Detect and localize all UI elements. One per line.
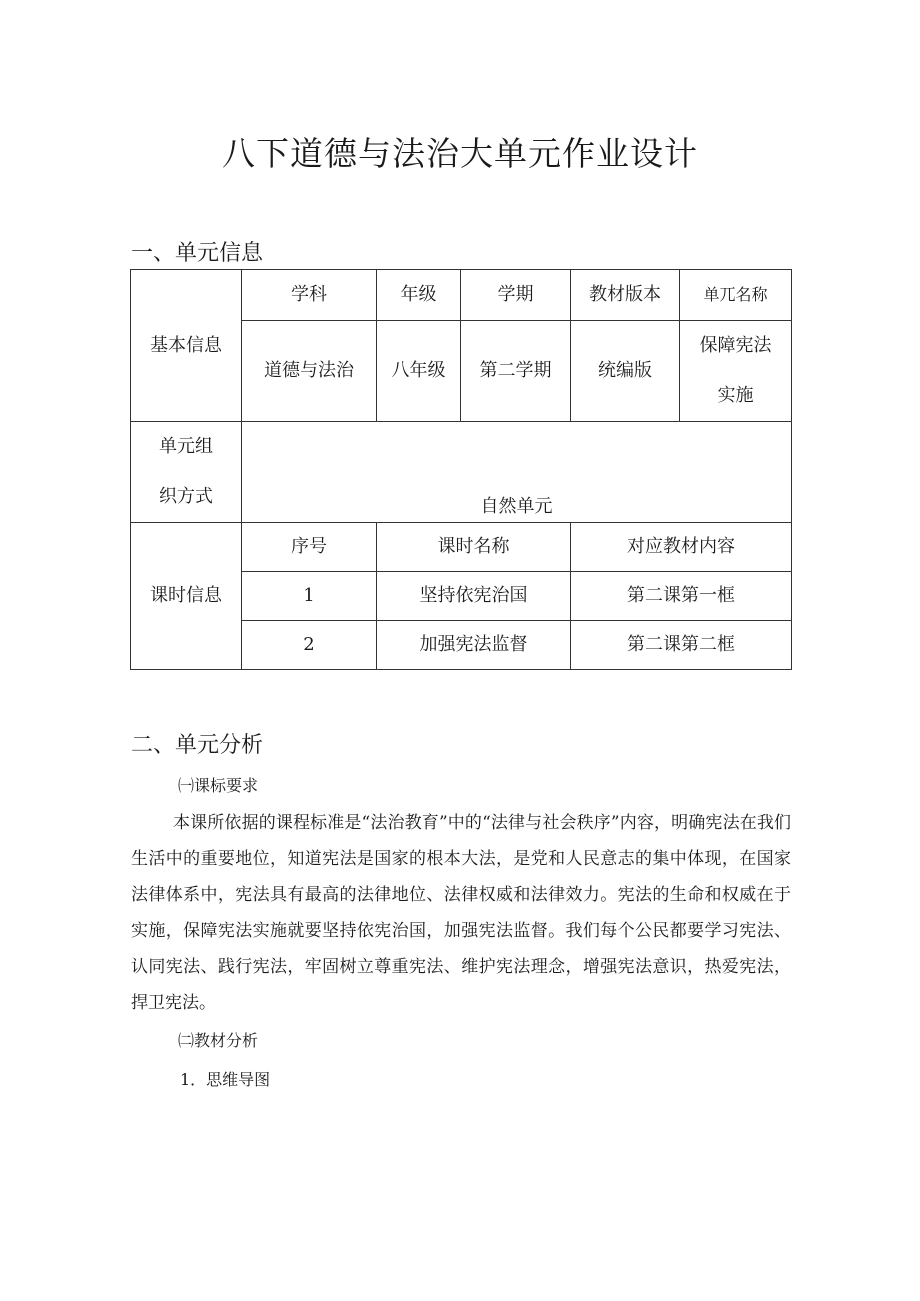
org-label-line1: 单元组 — [159, 436, 213, 457]
header-unit-name: 单兀名称 — [680, 270, 792, 321]
header-lesson-name: 课时名称 — [377, 523, 571, 572]
value-subject: 道德与法治 — [242, 321, 377, 422]
textbook-analysis-subheading: ㈡教材分析 — [178, 1031, 259, 1050]
lesson-info-label: 课时信息 — [131, 523, 242, 670]
lesson-content: 第二课第二框 — [571, 621, 792, 670]
curriculum-standard-paragraph: 本课所依据的课程标准是“法治教育”中的“法律与社会秩序”内容，明确宪法在我们生活中的重要地位，知道宪法是国家的根本大法，是党和人民意志的集中体现，在国家法律体系中，宪法具有最高的法律地位、法律权威和法律效力。宪法的生命和权威在于实施，保障宪法实施就要坚持依宪治国，加强宪法监督。我们每个公民都要学习宪法、认同宪法、践行宪法，牢固树立尊重宪法、维护宪法理念，增强宪法意识，热爱宪法，捍卫宪法。 — [131, 813, 791, 1013]
value-term: 第二学期 — [461, 321, 571, 422]
header-term: 学期 — [461, 270, 571, 321]
lesson-seq: 2 — [242, 621, 377, 670]
table-row — [131, 270, 792, 321]
lesson-seq: 1 — [242, 572, 377, 621]
value-unit-name — [680, 321, 792, 422]
lesson-name: 加强宪法监督 — [377, 621, 571, 670]
unit-info-table — [130, 269, 792, 670]
unit-name-line2: 实施 — [717, 385, 754, 406]
org-method-label — [131, 422, 242, 523]
header-seq: 序号 — [242, 523, 377, 572]
header-grade: 年级 — [377, 270, 461, 321]
table-row — [131, 422, 792, 523]
page-title: 八下道德与法治大单元作业设计 — [222, 134, 698, 173]
unit-name-line1: 保障宪法 — [699, 335, 772, 356]
lesson-content: 第二课第一框 — [571, 572, 792, 621]
mind-map-item: 1．思维导图 — [180, 1070, 271, 1089]
header-lesson-content: 对应教材内容 — [571, 523, 792, 572]
curriculum-standard-subheading: ㈠课标要求 — [178, 776, 259, 795]
table-row — [131, 523, 792, 572]
section1-heading: 一、单元信息 — [131, 241, 264, 266]
value-grade: 八年级 — [377, 321, 461, 422]
header-subject: 学科 — [242, 270, 377, 321]
section2-heading: 二、单元分析 — [131, 733, 264, 758]
lesson-name: 坚持依宪治国 — [377, 572, 571, 621]
value-edition: 统编版 — [571, 321, 680, 422]
org-method-value: 自然单元 — [242, 422, 792, 523]
basic-info-label: 基本信息 — [131, 270, 242, 422]
org-label-line2: 织方式 — [159, 486, 213, 507]
header-edition: 教材版本 — [571, 270, 680, 321]
